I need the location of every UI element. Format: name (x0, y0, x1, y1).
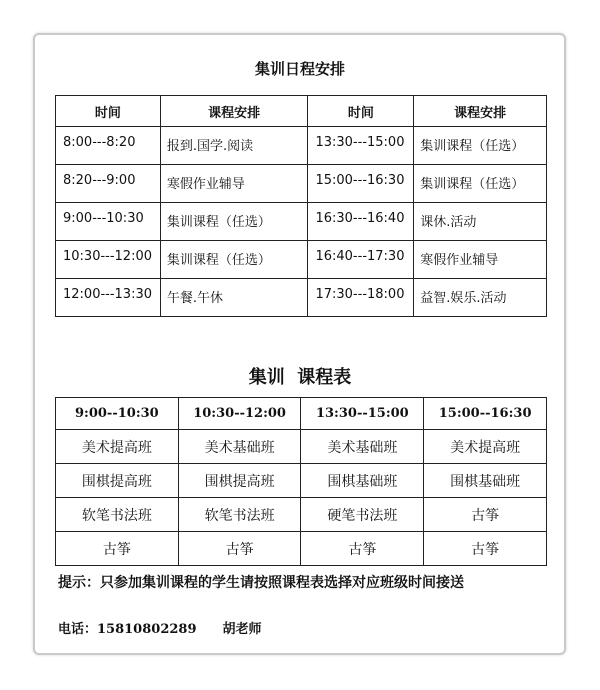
table-header-row (56, 96, 547, 127)
course-cell: 午餐.午休 (160, 279, 308, 317)
class-cell: 美术基础班 (301, 430, 424, 464)
header-time: 时间 (308, 96, 414, 127)
course-cell: 集训课程（任选） (160, 241, 308, 279)
course-cell: 益智.娱乐.活动 (414, 279, 547, 317)
table-row (56, 127, 547, 165)
time-cell: 9:00---10:30 (56, 203, 161, 241)
course-cell: 集训课程（任选） (414, 127, 547, 165)
class-cell: 围棋提高班 (178, 464, 301, 498)
time-cell: 16:30---16:40 (308, 203, 414, 241)
contact-line (58, 618, 262, 637)
table-row (56, 498, 547, 532)
time-slot-header: 9:00--10:30 (56, 398, 179, 430)
course-cell: 寒假作业辅导 (414, 241, 547, 279)
time-cell: 10:30---12:00 (56, 241, 161, 279)
course-cell: 集训课程（任选） (160, 203, 308, 241)
time-slot-header: 10:30--12:00 (178, 398, 301, 430)
time-slot-header: 13:30--15:00 (301, 398, 424, 430)
table-row (56, 279, 547, 317)
class-cell: 硬笔书法班 (301, 498, 424, 532)
header-time: 时间 (56, 96, 161, 127)
class-cell: 古筝 (301, 532, 424, 566)
course-cell: 课休.活动 (414, 203, 547, 241)
table-row (56, 241, 547, 279)
teacher-name: 胡老师 (222, 622, 262, 637)
pickup-tip: 提示：只参加集训课程的学生请按照课程表选择对应班级时间接送 (58, 575, 464, 591)
time-cell: 8:00---8:20 (56, 127, 161, 165)
phone-number: 电话：15810802289 (58, 622, 197, 637)
schedule-title: 集训日程安排 (254, 60, 345, 78)
class-cell: 围棋基础班 (301, 464, 424, 498)
time-slot-header: 15:00--16:30 (424, 398, 547, 430)
course-cell: 报到.国学.阅读 (160, 127, 308, 165)
time-cell: 15:00---16:30 (308, 165, 414, 203)
class-cell: 古筝 (424, 498, 547, 532)
table-row (56, 464, 547, 498)
table-row (56, 532, 547, 566)
header-course: 课程安排 (160, 96, 308, 127)
class-cell: 围棋提高班 (56, 464, 179, 498)
table-row (56, 165, 547, 203)
time-cell: 12:00---13:30 (56, 279, 161, 317)
class-cell: 软笔书法班 (178, 498, 301, 532)
header-course: 课程安排 (414, 96, 547, 127)
class-cell: 美术基础班 (178, 430, 301, 464)
class-cell: 古筝 (56, 532, 179, 566)
class-cell: 古筝 (178, 532, 301, 566)
course-table-title: 集训 课程表 (248, 367, 352, 388)
time-cell: 17:30---18:00 (308, 279, 414, 317)
course-table (55, 397, 547, 566)
daily-schedule-table (55, 95, 547, 317)
class-cell: 美术提高班 (424, 430, 547, 464)
class-cell: 围棋基础班 (424, 464, 547, 498)
time-cell: 13:30---15:00 (308, 127, 414, 165)
course-cell: 集训课程（任选） (414, 165, 547, 203)
course-cell: 寒假作业辅导 (160, 165, 308, 203)
table-row (56, 430, 547, 464)
table-row (56, 203, 547, 241)
time-cell: 8:20---9:00 (56, 165, 161, 203)
class-cell: 美术提高班 (56, 430, 179, 464)
class-cell: 古筝 (424, 532, 547, 566)
time-cell: 16:40---17:30 (308, 241, 414, 279)
class-cell: 软笔书法班 (56, 498, 179, 532)
table-header-row (56, 398, 547, 430)
